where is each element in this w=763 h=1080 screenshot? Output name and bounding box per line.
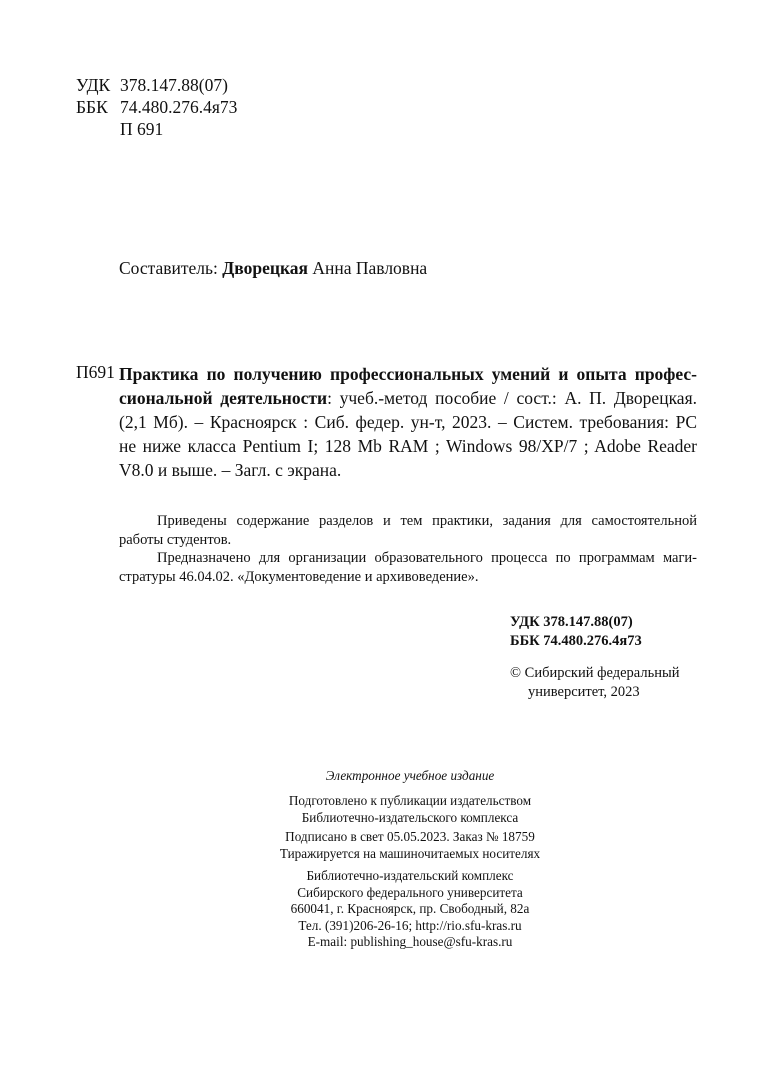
imprint-line: Подготовлено к публикации издательством xyxy=(288,793,532,808)
imprint-line: Библиотечно-издательский комплекс xyxy=(306,868,514,883)
imprint-line: Библиотечно-издательского комплекса xyxy=(301,809,519,825)
imprint-line: Тиражируется на машиночитаемых носителях xyxy=(279,845,541,861)
abstract-line: стратуры 46.04.02. «Документоведение и архивоведение». xyxy=(119,568,479,585)
bib-record-code: П691 xyxy=(76,362,115,382)
imprint-line: Сибирского федерального университета xyxy=(297,884,523,900)
copyright-line1: © Сибирский федеральный xyxy=(510,665,680,681)
udk-label: УДК xyxy=(76,75,111,95)
bib-line xyxy=(119,362,697,386)
author-sign: П 691 xyxy=(120,119,164,139)
classification-block xyxy=(76,74,237,140)
bib-text: : учеб.-метод пособие / сост.: А. П. Дворецкая. xyxy=(327,388,697,408)
imprint-email: E-mail: publishing_house@sfu-kras.ru xyxy=(307,934,513,949)
compiler-label: Составитель: xyxy=(119,258,218,278)
imprint-line: Подписано в свет 05.05.2023. Заказ № 18759 xyxy=(285,829,535,844)
imprint-block-publisher xyxy=(0,793,763,826)
index-block xyxy=(510,613,642,651)
imprint-line: Тел. (391)206-26-16; http://rio.sfu-kras.ru xyxy=(298,917,522,933)
abstract-line: работы студентов. xyxy=(119,531,232,548)
bbk-label: ББК xyxy=(76,97,108,117)
compiler-name: Анна Павловна xyxy=(312,258,428,278)
bib-line: V8.0 и выше. – Загл. с экрана. xyxy=(119,460,342,480)
copyright xyxy=(510,664,679,702)
abstract-line: Приведены содержание разделов и тем практики, задания для самостоятельной xyxy=(157,513,697,529)
bib-line xyxy=(119,386,697,410)
index-udk: УДК 378.147.88(07) xyxy=(510,614,633,630)
bib-line: не ниже класса Pentium I; 128 Mb RAM ; Windows 98/XP/7 ; Adobe Reader xyxy=(119,436,697,456)
bbk-row xyxy=(76,96,237,118)
bib-title-part: Практика по получению профессиональных умений и опыта профес- xyxy=(119,364,697,384)
imprint-block-signed xyxy=(0,829,763,862)
imprint-title: Электронное учебное издание xyxy=(325,768,495,783)
bibliographic-record xyxy=(119,362,697,482)
abstract xyxy=(119,512,697,586)
udk-row xyxy=(76,74,237,96)
abstract-line: Предназначено для организации образовательного процесса по программам маги- xyxy=(157,550,697,566)
compiler-line xyxy=(119,258,427,279)
imprint-line: 660041, г. Красноярск, пр. Свободный, 82а xyxy=(290,901,530,916)
index-bbk: ББК 74.480.276.4я73 xyxy=(510,633,642,649)
compiler-surname: Дворецкая xyxy=(222,258,308,278)
udk-code: 378.147.88(07) xyxy=(120,75,228,95)
bbk-code: 74.480.276.4я73 xyxy=(120,97,238,117)
copyright-line2: университет, 2023 xyxy=(528,684,640,700)
imprint-block-address xyxy=(0,868,763,951)
bib-title-part: сиональной деятельности xyxy=(119,388,328,408)
bib-line: (2,1 Мб). – Красноярск : Сиб. федер. ун-т, 2023. – Систем. требования: PC xyxy=(119,412,697,432)
